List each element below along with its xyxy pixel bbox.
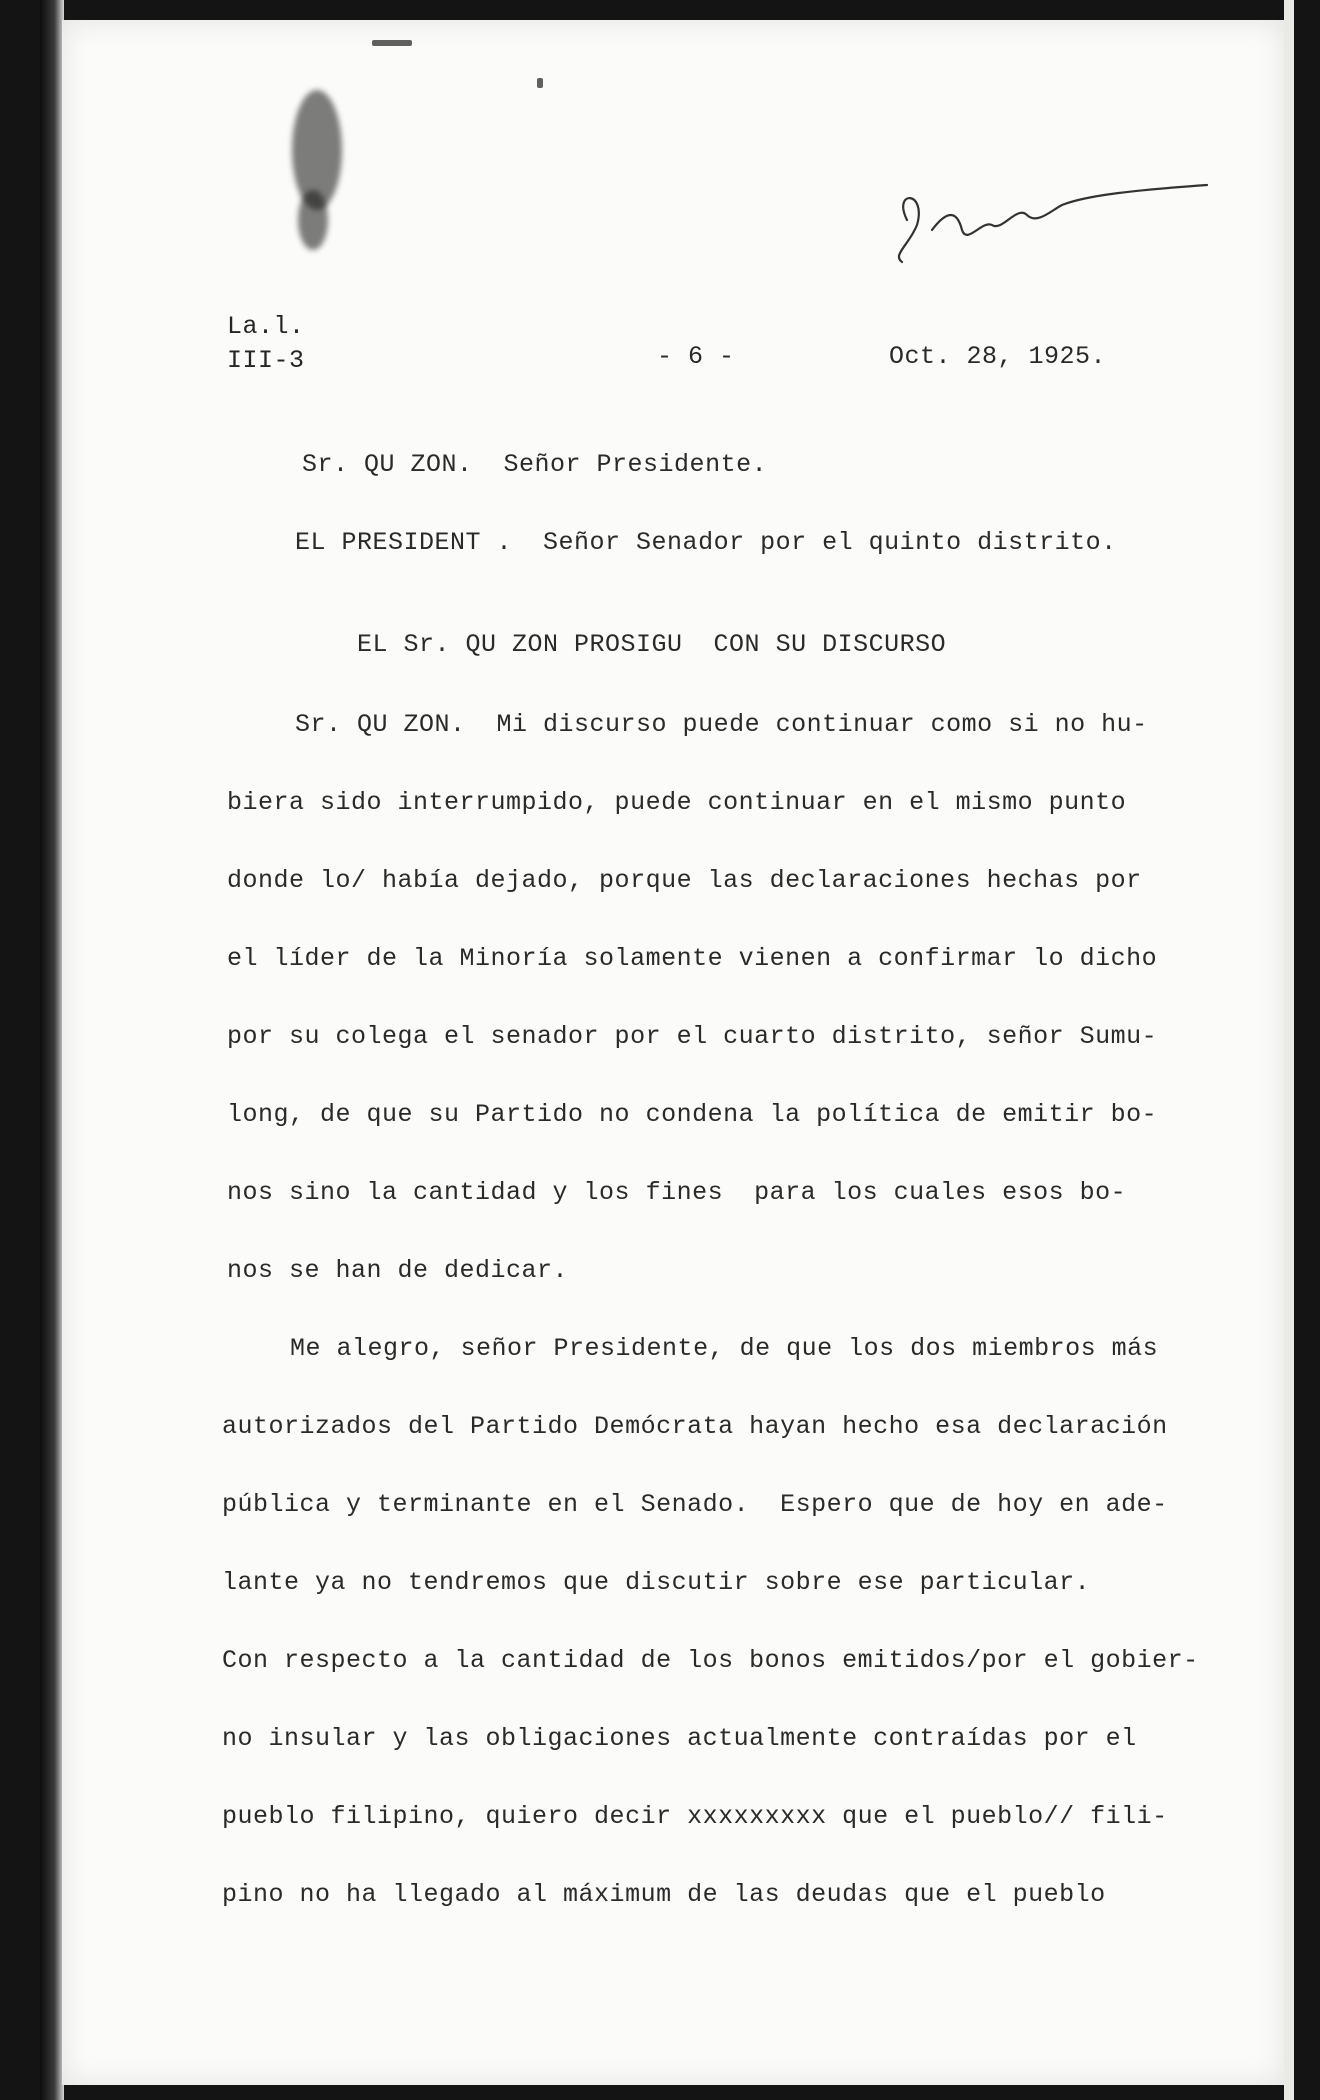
paper-right-edge: [1284, 0, 1294, 2100]
paper-left-edge: [40, 0, 64, 2100]
paragraph-line: no insular y las obligaciones actualmente contraídas por el: [222, 1724, 1137, 1753]
paragraph-line: pública y terminante en el Senado. Espero que de hoy en ade-: [222, 1490, 1168, 1519]
paragraph-line: pueblo filipino, quiero decir xxxxxxxxx que el pueblo// fili-: [222, 1802, 1168, 1831]
paragraph-line: pino no ha llegado al máximum de las deudas que el pueblo: [222, 1880, 1106, 1909]
reference-line-1: La.l.: [227, 312, 305, 341]
paragraph-line: por su colega el senador por el cuarto distrito, señor Sumu-: [227, 1022, 1158, 1051]
page-number: - 6 -: [657, 342, 735, 371]
paragraph-line: Con respecto a la cantidad de los bonos emitidos/por el gobier-: [222, 1646, 1199, 1675]
paragraph-line: long, de que su Partido no condena la política de emitir bo-: [227, 1100, 1158, 1129]
typed-text: [62, 20, 1284, 2085]
paragraph-line: lante ya no tendremos que discutir sobre ese particular.: [222, 1568, 1091, 1597]
reference-code: [227, 310, 305, 378]
reference-line-2: III-3: [227, 346, 305, 375]
document-page: [62, 20, 1284, 2085]
paragraph-line: Me alegro, señor Presidente, de que los dos miembros más: [290, 1334, 1159, 1363]
paragraph-line: autorizados del Partido Demócrata hayan hecho esa declaración: [222, 1412, 1168, 1441]
paragraph-line: donde lo/ había dejado, porque las declaraciones hechas por: [227, 866, 1142, 895]
paragraph-line: Sr. QU ZON. Mi discurso puede continuar como si no hu-: [295, 710, 1148, 739]
paragraph-line: el líder de la Minoría solamente vienen a confirmar lo dicho: [227, 944, 1158, 973]
paragraph-line: biera sido interrumpido, puede continuar en el mismo punto: [227, 788, 1127, 817]
speaker-line: Sr. QU ZON. Señor Presidente.: [302, 450, 768, 479]
paragraph-line: nos se han de dedicar.: [227, 1256, 569, 1285]
paragraph-line: nos sino la cantidad y los fines para los cuales esos bo-: [227, 1178, 1127, 1207]
document-date: Oct. 28, 1925.: [889, 342, 1107, 371]
speaker-line: EL PRESIDENT . Señor Senador por el quinto distrito.: [295, 528, 1117, 557]
section-heading: EL Sr. QU ZON PROSIGU CON SU DISCURSO: [357, 630, 947, 659]
